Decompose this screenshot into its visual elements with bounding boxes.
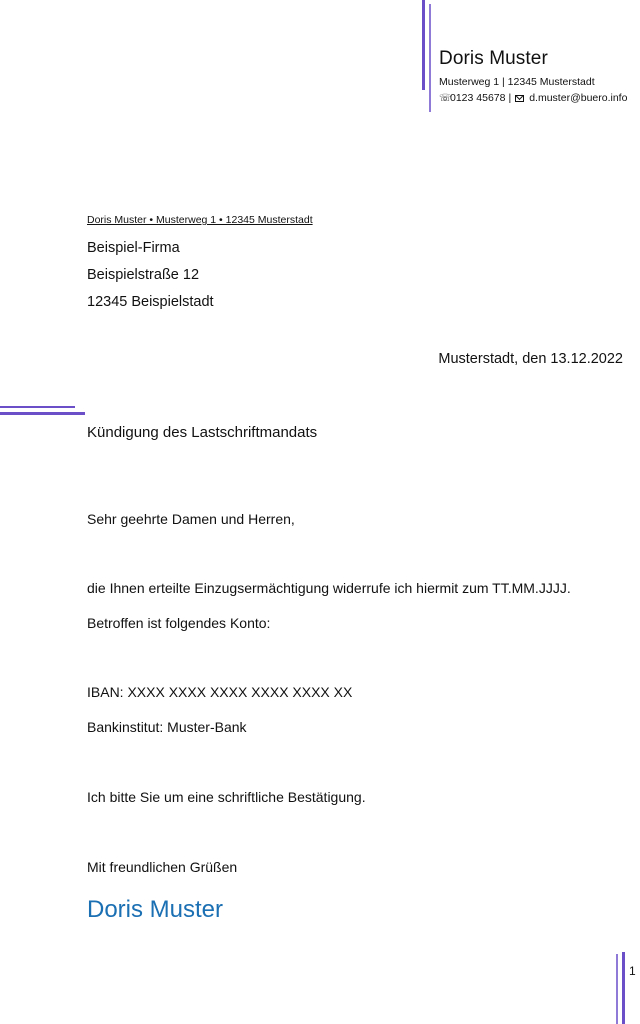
recipient-company: Beispiel-Firma [87,240,180,256]
return-address-line: Doris Muster • Musterweg 1 • 12345 Musterstadt [87,214,313,226]
sender-email: d.muster@buero.info [529,92,628,104]
iban-line: IBAN: XXXX XXXX XXXX XXXX XXXX XX [87,684,353,700]
header-accent-bar-secondary [429,4,431,112]
contact-separator: | [508,92,512,104]
phone-icon: ☏ [439,92,452,104]
footer-accent-bar-secondary [616,954,618,1024]
sender-phone: 0123 45678 [450,92,506,104]
confirmation-request: Ich bitte Sie um eine schriftliche Bestätigung. [87,789,366,805]
footer-accent-bar [622,952,625,1024]
recipient-block [87,235,214,316]
letter-subject: Kündigung des Lastschriftmandats [87,424,318,441]
sender-contact [439,92,627,104]
envelope-icon [515,95,524,102]
subject-accent-line-secondary [0,412,85,415]
body-paragraph-revocation: die Ihnen erteilte Einzugsermächtigung widerrufe ich hiermit zum TT.MM.JJJJ. [87,580,571,596]
subject-accent-line [0,406,75,408]
recipient-city: 12345 Beispielstadt [87,294,214,310]
sender-name: Doris Muster [439,48,548,69]
page-number: 1 [629,964,636,978]
salutation: Sehr geehrte Damen und Herren, [87,511,295,527]
header-accent-bar [422,0,425,90]
body-paragraph-account: Betroffen ist folgendes Konto: [87,615,271,631]
signature-name: Doris Muster [87,896,224,923]
recipient-street: Beispielstraße 12 [87,267,200,283]
sender-address: Musterweg 1 | 12345 Musterstadt [439,76,595,88]
bank-line: Bankinstitut: Muster-Bank [87,719,247,735]
date-line: Musterstadt, den 13.12.2022 [438,351,623,367]
closing-greeting: Mit freundlichen Grüßen [87,859,238,875]
